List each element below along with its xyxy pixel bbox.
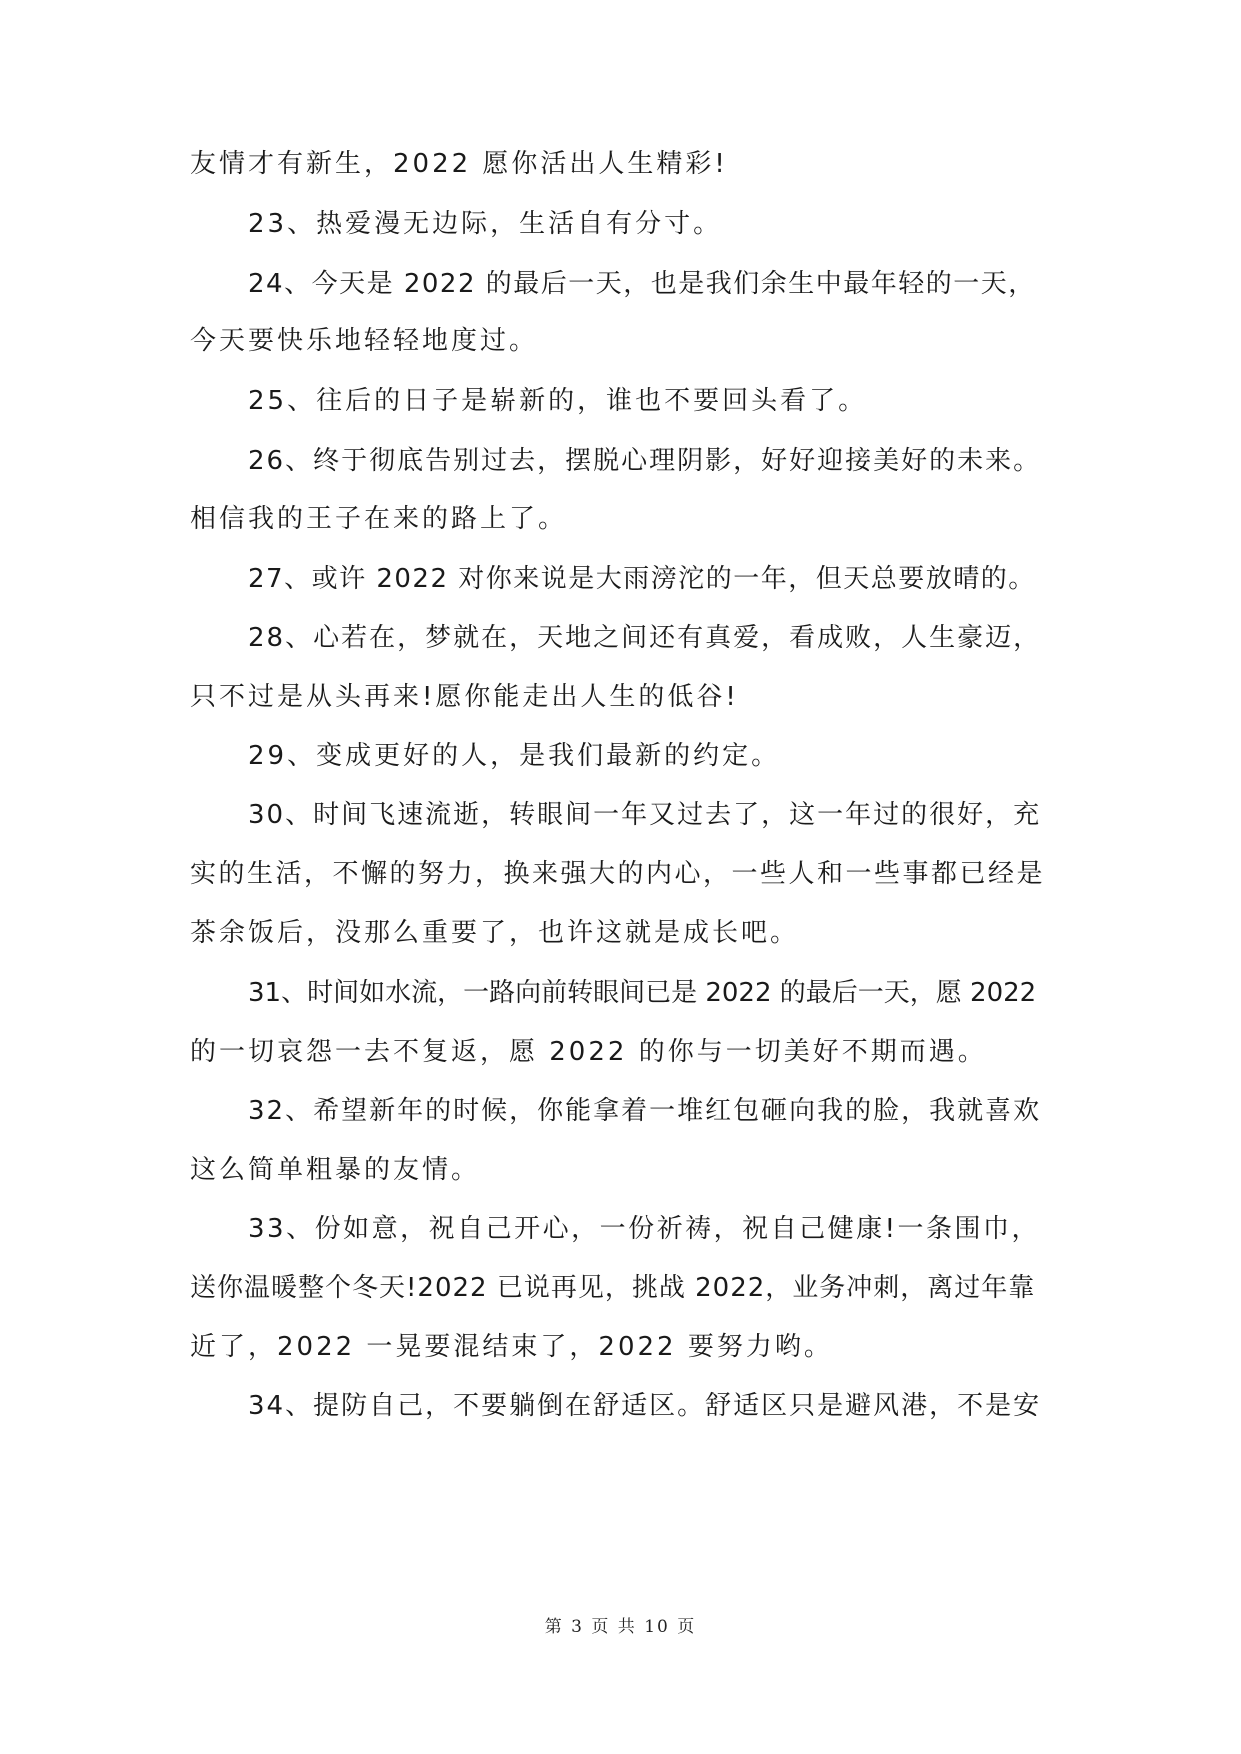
- text-line-10: 只不过是从头再来!愿你能走出人生的低谷!: [190, 682, 739, 712]
- text-line-4: 今天要快乐地轻轻地度过。: [190, 326, 539, 356]
- text-line-6: 26、终于彻底告别过去，摆脱心理阴影，好好迎接美好的未来。: [248, 446, 1042, 476]
- text-line-17: 32、希望新年的时候，你能拿着一堆红包砸向我的脸，我就喜欢: [248, 1096, 1042, 1126]
- text-line-5: 25、往后的日子是崭新的，谁也不要回头看了。: [248, 386, 868, 416]
- text-line-2: 23、热爱漫无边际，生活自有分寸。: [248, 209, 723, 239]
- text-line-18: 这么简单粗暴的友情。: [190, 1155, 481, 1185]
- text-line-3: 24、今天是 2022 的最后一天，也是我们余生中最年轻的一天，: [248, 269, 1036, 299]
- text-line-9: 28、心若在，梦就在，天地之间还有真爱，看成败，人生豪迈，: [248, 623, 1042, 653]
- text-line-21: 近了，2022 一晃要混结束了，2022 要努力哟。: [190, 1332, 833, 1362]
- text-line-8: 27、或许 2022 对你来说是大雨滂沱的一年，但天总要放晴的。: [248, 564, 1036, 594]
- text-line-15: 31、时间如水流，一路向前转眼间已是 2022 的最后一天，愿 2022: [248, 978, 1037, 1008]
- text-line-13: 实的生活，不懈的努力，换来强大的内心，一些人和一些事都已经是: [190, 859, 1046, 889]
- text-line-22: 34、提防自己，不要躺倒在舒适区。舒适区只是避风港，不是安: [248, 1391, 1042, 1421]
- text-line-11: 29、变成更好的人，是我们最新的约定。: [248, 741, 781, 771]
- text-line-20: 送你温暖整个冬天!2022 已说再见，挑战 2022，业务冲刺，离过年靠: [190, 1273, 1036, 1303]
- text-line-16: 的一切哀怨一去不复返，愿 2022 的你与一切美好不期而遇。: [190, 1037, 987, 1067]
- text-line-12: 30、时间飞速流逝，转眼间一年又过去了，这一年过的很好，充: [248, 800, 1042, 830]
- page-number-footer: 第 3 页 共 10 页: [544, 1617, 697, 1637]
- text-line-19: 33、份如意，祝自己开心，一份祈祷，祝自己健康!一条围巾，: [248, 1214, 1041, 1244]
- text-line-7: 相信我的王子在来的路上了。: [190, 504, 568, 534]
- text-line-1: 友情才有新生，2022 愿你活出人生精彩!: [190, 149, 728, 179]
- text-line-14: 茶余饭后，没那么重要了，也许这就是成长吧。: [190, 918, 800, 948]
